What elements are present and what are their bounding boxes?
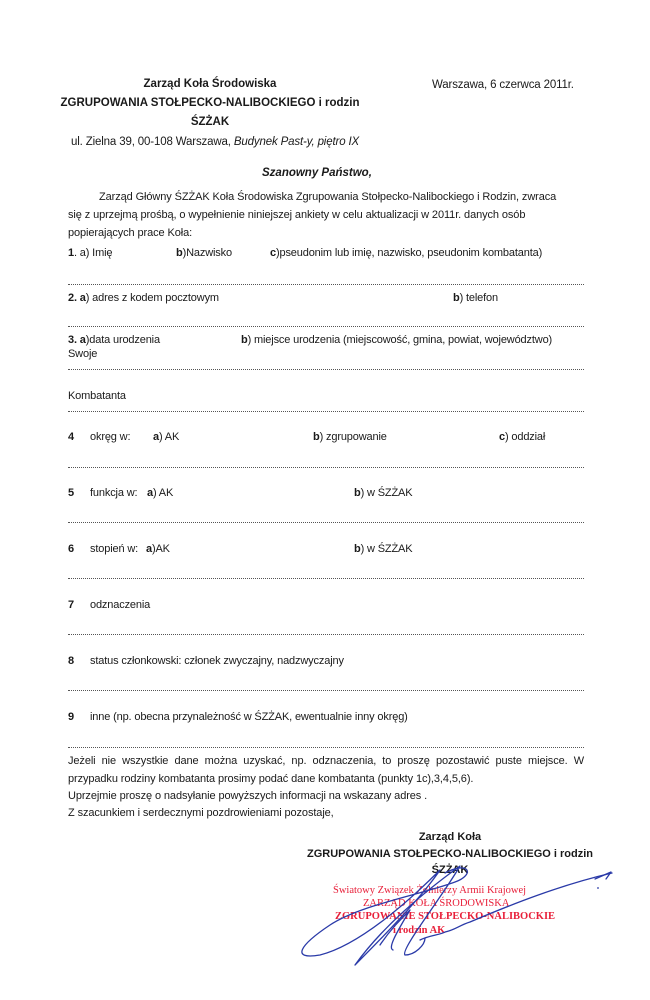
answer-line-6[interactable] <box>68 578 584 579</box>
org-address: ul. Zielna 39, 00-108 Warszawa, Budynek Past-y, piętro IX <box>71 136 360 148</box>
question-9-number: 9 <box>68 711 74 723</box>
signature-line3: ŚZŻAK <box>431 864 469 876</box>
question-2: 2. a) adres z kodem pocztowym <box>68 292 219 304</box>
question-3: 3. a)data urodzenia <box>68 334 160 346</box>
answer-line-5[interactable] <box>68 522 584 523</box>
answer-line-9[interactable] <box>68 747 584 748</box>
question-5a: a) AK <box>147 487 174 499</box>
answer-line-1[interactable] <box>68 284 584 285</box>
answer-line-4[interactable] <box>68 467 584 468</box>
org-name-line1: Zarząd Koła Środowiska <box>143 78 277 90</box>
answer-line-7[interactable] <box>68 634 584 635</box>
stamp-line4: i rodzin AK <box>393 925 446 936</box>
question-5-number: 5 <box>68 487 74 499</box>
intro-line2: się z uprzejmą prośbą, o wypełnienie niniejszej ankiety w celu aktualizacji w 2011r. danych osób <box>68 209 526 221</box>
question-4-number: 4 <box>68 431 74 443</box>
intro-line1: Zarząd Główny ŚZŻAK Koła Środowiska Zgrupowania Stołpecko-Nalibockiego i Rodzin, zwraca <box>99 191 557 203</box>
question-6-label: stopień w: <box>90 543 139 555</box>
signature-line2: ZGRUPOWANIA STOŁPECKO-NALIBOCKIEGO i rodzin <box>307 848 593 860</box>
question-5b: b) w ŚZŻAK <box>354 487 413 499</box>
question-1: 1. a) Imię <box>68 247 113 259</box>
closing-line1: Jeżeli nie wszystkie dane można uzyskać, np. odznaczenia, to proszę pozostawić puste miejsce. W <box>68 755 584 767</box>
place-date: Warszawa, 6 czerwca 2011r. <box>432 79 574 91</box>
stamp-line2: ZARZĄD KOŁA ŚRODOWISKA <box>363 898 510 909</box>
question-4a: a) AK <box>153 431 180 443</box>
org-name-line2: ZGRUPOWANIA STOŁPECKO-NALIBOCKIEGO i rodzin <box>60 97 360 109</box>
question-3b: b) miejsce urodzenia (miejscowość, gmina, powiat, województwo) <box>241 334 553 346</box>
closing-line2: przypadku rodziny kombatanta prosimy podać dane kombatanta (punkty 1c),3,4,5,6). <box>68 773 474 785</box>
question-4c: c) oddział <box>499 431 546 443</box>
question-3-swoje: Swoje <box>68 348 98 360</box>
question-6-number: 6 <box>68 543 74 555</box>
closing-line3: Uprzejmie proszę o nadsyłanie powyższych informacji na wskazany adres . <box>68 790 428 802</box>
question-7-label: odznaczenia <box>90 599 151 611</box>
question-5-label: funkcja w: <box>90 487 138 499</box>
stamp-line1: Światowy Związek Żołnierzy Armii Krajowej <box>333 885 527 896</box>
answer-line-2[interactable] <box>68 326 584 327</box>
question-8-label: status członkowski: członek zwyczajny, nadzwyczajny <box>90 655 344 667</box>
question-4b: b) zgrupowanie <box>313 431 387 443</box>
closing-line4: Z szacunkiem i serdecznymi pozdrowieniami pozostaje, <box>68 807 334 819</box>
question-4-label: okręg w: <box>90 431 131 443</box>
signature-line1: Zarząd Koła <box>418 831 482 843</box>
answer-line-3-own[interactable] <box>68 369 584 370</box>
org-name-line3: ŚZŻAK <box>190 116 230 128</box>
answer-line-8[interactable] <box>68 690 584 691</box>
stamp-line3: ZGRUPOWANIE STOŁPECKO-NALIBOCKIE <box>335 911 556 922</box>
question-8-number: 8 <box>68 655 74 667</box>
question-6b: b) w ŚZŻAK <box>354 543 413 555</box>
question-7-number: 7 <box>68 599 74 611</box>
question-6a: a)AK <box>146 543 170 555</box>
answer-line-3-veteran[interactable] <box>68 411 584 412</box>
question-3-kombatanta: Kombatanta <box>68 390 126 402</box>
intro-line3: popierających prace Koła: <box>68 227 193 239</box>
question-1b: b)Nazwisko <box>176 247 232 259</box>
question-9-label: inne (np. obecna przynależność w ŚZŻAK, ewentualnie inny okręg) <box>90 711 408 723</box>
question-2b: b) telefon <box>453 292 498 304</box>
question-1c: c)pseudonim lub imię, nazwisko, pseudonim kombatanta) <box>270 247 543 259</box>
greeting: Szanowny Państwo, <box>262 167 372 179</box>
